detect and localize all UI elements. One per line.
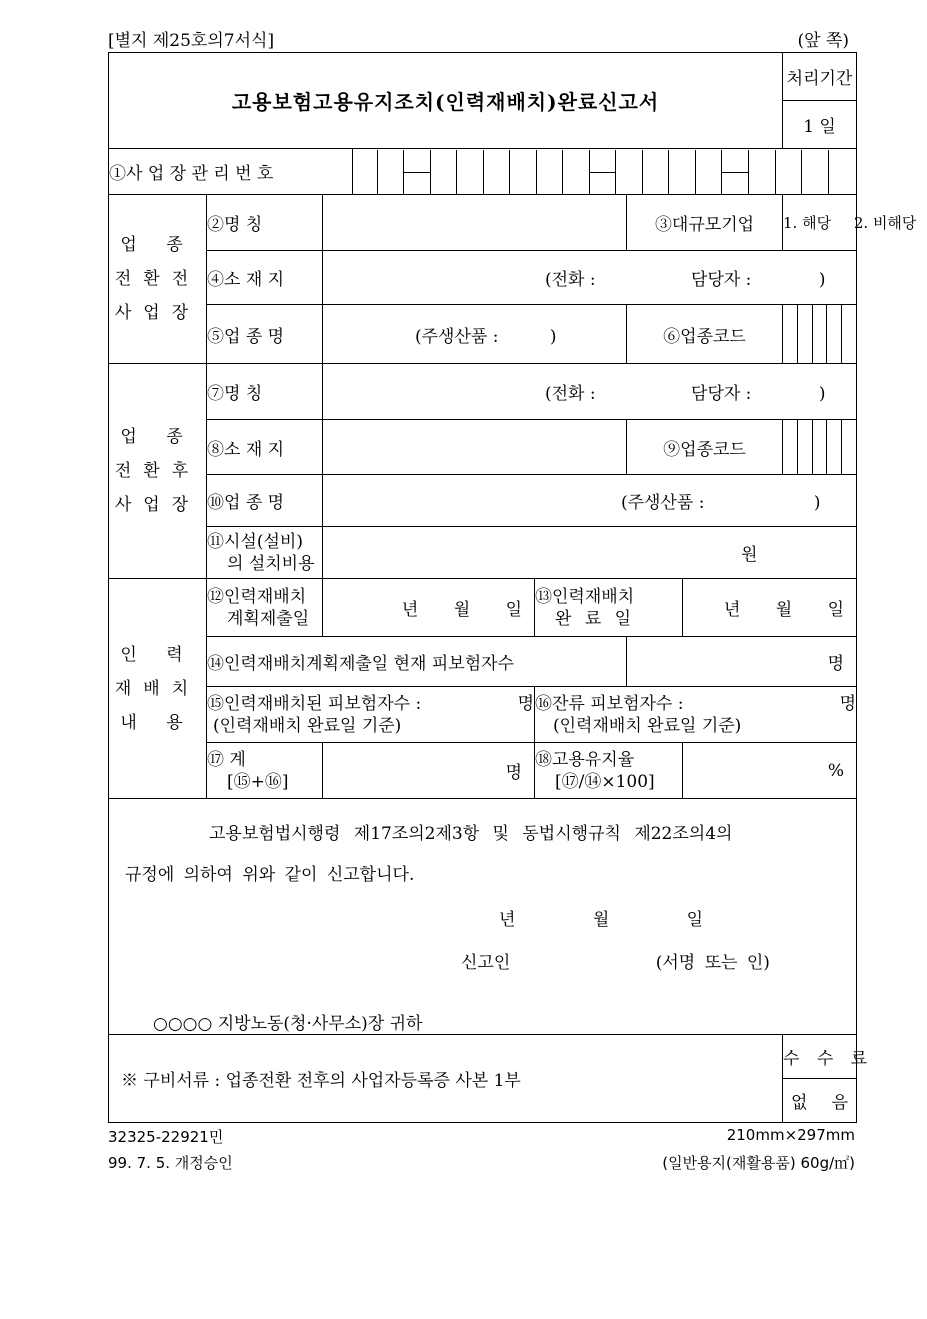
after-industry-field[interactable]: (주생산품 : ) [323, 475, 857, 527]
plan-date-label: ⑫인력재배치 계획제출일 [207, 579, 323, 637]
facility-cost-field[interactable]: 원 [323, 527, 857, 579]
attachments-note: ※ 구비서류 : 업종전환 전후의 사업자등록증 사본 1부 [109, 1035, 783, 1123]
fee-label: 수 수 료 [783, 1035, 857, 1079]
declaration-addressee: ○○○○ 지방노동(청·사무소)장 귀하 [153, 1014, 423, 1034]
after-group-label: 업 종 전환후 사업장 [109, 364, 207, 579]
after-name-label: ⑦명 칭 [207, 364, 323, 420]
report-form [108, 52, 917, 1123]
large-company-label: ③대규모기업 [627, 195, 783, 251]
before-address-field[interactable]: (전화 : 담당자 : ) [323, 251, 857, 305]
rate-field[interactable]: % [683, 743, 857, 799]
declaration-text-2: 규정에 의하여 위와 같이 신고합니다. [125, 865, 415, 885]
relocated-count-field[interactable]: ⑮인력재배치된 피보험자수 : 명 (인력재배치 완료일 기준) [207, 687, 535, 743]
form-reference: [별지 제25호의7서식] [108, 31, 275, 51]
before-industry-label: ⑤업 종 명 [207, 305, 323, 364]
relocation-group-label: 인 력 재배치 내 용 [109, 579, 207, 799]
after-industry-code-label: ⑨업종코드 [627, 420, 783, 475]
before-industry-code-grid[interactable] [783, 305, 857, 364]
after-industry-label: ⑩업 종 명 [207, 475, 323, 527]
plan-date-field[interactable]: 년 월 일 [323, 579, 535, 637]
after-address-label: ⑧소 재 지 [207, 420, 323, 475]
before-industry-code-label: ⑥업종코드 [627, 305, 783, 364]
business-number-label: ①사 업 장 관 리 번 호 [109, 149, 353, 195]
before-industry-field[interactable]: (주생산품 : ) [323, 305, 627, 364]
paper-size: 210mm×297mm [726, 1126, 855, 1144]
declaration-date[interactable]: 년 월 일 [499, 910, 704, 930]
facility-cost-label: ⑪시설(설비) 의 설치비용 [207, 527, 323, 579]
declaration-reporter[interactable]: 신고인 (서명 또는 인) [461, 953, 770, 973]
declaration-block [109, 799, 857, 1035]
before-address-label: ④소 재 지 [207, 251, 323, 305]
large-company-option-2[interactable]: 2. 비해당 [853, 214, 917, 232]
form-approval: 99. 7. 5. 개정승인 [108, 1154, 233, 1172]
large-company-options[interactable]: 1. 해당 2. 비해당 [783, 195, 857, 251]
form-title: 고용보험고용유지조치(인력재배치)완료신고서 [231, 90, 660, 114]
page-side-label: (앞 쪽) [797, 31, 849, 51]
insured-count-field[interactable]: 명 [627, 637, 857, 687]
rate-label: ⑱고용유지율 [⑰/⑭×100] [535, 743, 683, 799]
business-number-boxes[interactable] [353, 149, 857, 195]
before-group-label: 업 종 전환전 사업장 [109, 195, 207, 364]
before-name-field[interactable] [323, 195, 627, 251]
after-name-field[interactable]: (전화 : 담당자 : ) [323, 364, 857, 420]
paper-type: (일반용지(재활용품) 60g/㎡) [662, 1154, 855, 1172]
before-name-label: ②명 칭 [207, 195, 323, 251]
processing-period-label: 처리기간 [783, 53, 857, 101]
total-label: ⑰ 계 [⑮+⑯] [207, 743, 323, 799]
processing-period-value: 1 일 [783, 101, 857, 149]
insured-count-label: ⑭인력재배치계획제출일 현재 피보험자수 [207, 637, 627, 687]
after-industry-code-grid[interactable] [783, 420, 857, 475]
complete-date-label: ⑬인력재배치 완 료 일 [535, 579, 683, 637]
form-code: 32325-22921민 [108, 1128, 224, 1146]
fee-value: 없 음 [783, 1079, 857, 1123]
form-title-cell [109, 53, 783, 149]
after-address-field[interactable] [323, 420, 627, 475]
declaration-text-1: 고용보험법시행령 제17조의2제3항 및 동법시행규칙 제22조의4의 [209, 824, 733, 844]
total-field[interactable]: 명 [323, 743, 535, 799]
remaining-count-field[interactable]: ⑯잔류 피보험자수 : 명 (인력재배치 완료일 기준) [535, 687, 857, 743]
complete-date-field[interactable]: 년 월 일 [683, 579, 857, 637]
